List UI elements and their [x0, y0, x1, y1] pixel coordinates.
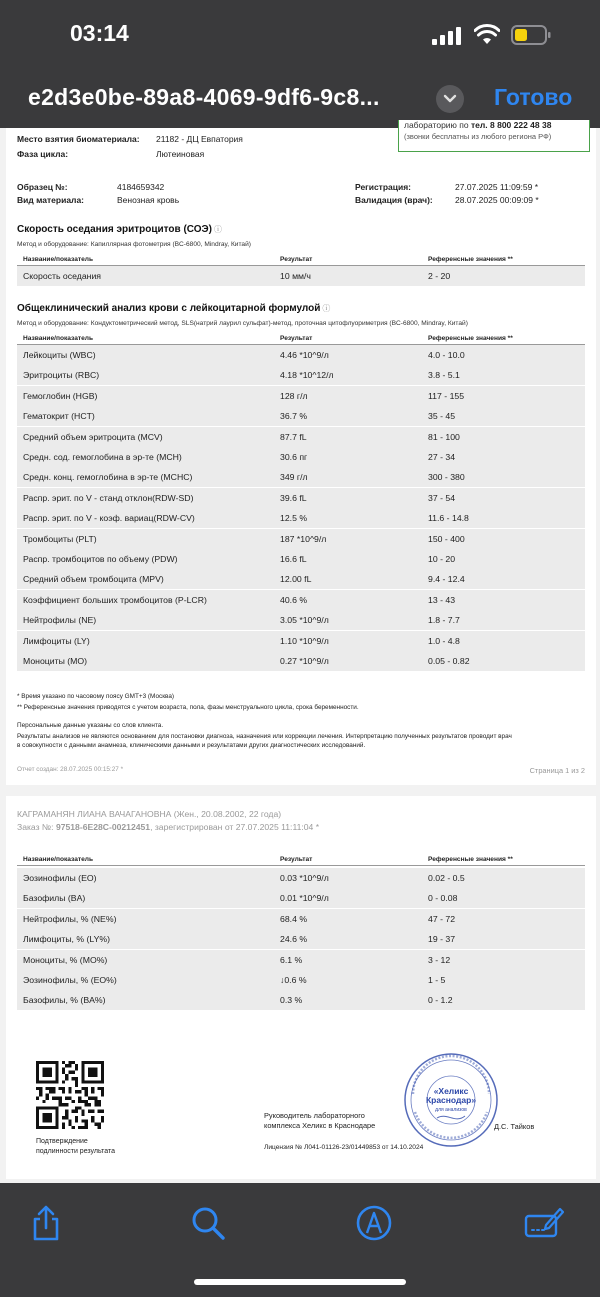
signer-role: Руководитель лабораторного комплекса Хеликс в Краснодаре — [264, 1111, 376, 1130]
row-result: 128 г/л — [280, 390, 308, 401]
row-name: Базофилы (BA) — [23, 893, 86, 904]
row-result: 30.6 пг — [280, 452, 308, 462]
order-number: 97518-6E28C-00212451 — [55, 822, 151, 832]
row-reference: 0.05 - 0.82 — [428, 656, 470, 666]
wifi-icon — [474, 24, 500, 46]
row-name: Распр. тромбоцитов по объему (PDW) — [23, 554, 178, 564]
row-result: 12.00 fL — [280, 574, 312, 585]
stamp-icon — [403, 1052, 499, 1148]
hotline-text: лабораторию по тел. 8 800 222 48 38 — [404, 120, 552, 130]
table-row — [17, 467, 585, 487]
table-row — [17, 427, 585, 447]
page2-table-header: Название/показатель Результат Референсные значения ** — [17, 855, 585, 866]
row-name: Гематокрит (HCT) — [23, 411, 95, 422]
row-result: ↓0.6 % — [280, 975, 307, 985]
row-reference: 1.8 - 7.7 — [428, 615, 460, 626]
table-row — [17, 365, 585, 385]
row-reference: 35 - 45 — [428, 411, 456, 422]
esr-method: Метод и оборудование: Капиллярная фотометрия (BC-6800, Mindray, Китай) — [17, 241, 251, 248]
row-result: 36.7 % — [280, 411, 308, 422]
cbc-section-title: Общеклинический анализ крови с лейкоцитарной формулой ⓘ — [17, 303, 331, 314]
cbc-table-header: Название/показатель Результат Референсные значения ** — [17, 334, 585, 345]
footnote-timezone: * Время указано по часовому поясу GMT+3 (Москва) — [17, 693, 175, 700]
row-name: Средний объем эритроцита (MCV) — [23, 431, 163, 442]
row-result: 4.18 *10^12/л — [280, 370, 334, 381]
col-ref-header: Референсные значения ** — [428, 256, 513, 263]
table-row — [17, 447, 585, 467]
row-name: Лейкоциты (WBC) — [23, 350, 96, 360]
footnote-disclaimer-1: Результаты анализов не являются основанием для постановки диагноза, назначения или коррекции лечения. Интерпретацию полученных результатов проводит врач — [17, 733, 512, 740]
row-result: 39.6 fL — [280, 492, 307, 503]
table-row — [17, 970, 585, 990]
row-reference: 117 - 155 — [428, 390, 465, 401]
row-result: 349 г/л — [280, 472, 308, 483]
row-result: 12.5 % — [280, 513, 308, 524]
row-result: 0.03 *10^9/л — [280, 873, 329, 883]
esr-section-title: Скорость оседания эритроцитов (СОЭ) ⓘ — [17, 224, 222, 235]
row-reference: 37 - 54 — [428, 492, 456, 503]
row-reference: 1 - 5 — [428, 975, 446, 985]
row-name: Коэффициент больших тромбоцитов (P-LCR) — [23, 594, 207, 605]
col-result-header: Результат — [280, 256, 313, 263]
sample-label: Образец №: — [17, 182, 68, 192]
hotline-note: (звонки бесплатны из любого региона РФ) — [404, 132, 552, 141]
cbc-method: Метод и оборудование: Кондуктометрический метод, SLS(натрий лаурил сульфат)-метод, проточная цитофлуориметрия (BC-6800, Mindray, Китай) — [17, 320, 468, 327]
row-name: Распр. эрит. по V - станд отклон(RDW-SD) — [23, 492, 194, 503]
row-name: Нейтрофилы (NE) — [23, 615, 97, 626]
row-reference: 1.0 - 4.8 — [428, 635, 460, 646]
table-row — [17, 590, 585, 610]
svg-text:«Хеликс: «Хеликс — [433, 1086, 469, 1096]
table-row — [17, 888, 585, 908]
row-result: 16.6 fL — [280, 554, 307, 564]
row-reference: 9.4 - 12.4 — [428, 574, 465, 585]
registration-label: Регистрация: — [355, 182, 412, 192]
status-time: 03:14 — [70, 20, 129, 46]
footnote-disclaimer-2: в совокупности с данными анамнеза, клиническими данными и результатами других диагностических исследований. — [17, 742, 366, 749]
row-name: Тромбоциты (PLT) — [23, 533, 97, 544]
row-name: Нейтрофилы, % (NE%) — [23, 913, 117, 924]
row-name: Лимфоциты (LY) — [23, 635, 90, 646]
row-result: 68.4 % — [280, 913, 308, 924]
table-row — [17, 488, 585, 508]
row-reference: 27 - 34 — [428, 452, 456, 462]
document-page-2 — [6, 796, 596, 1179]
row-reference: 3.8 - 5.1 — [428, 370, 460, 381]
row-name: Средний объем тромбоцита (MPV) — [23, 574, 164, 585]
registration-value: 27.07.2025 11:09:59 * — [455, 182, 539, 192]
site-value: 21182 - ДЦ Евпатория — [156, 134, 243, 144]
row-result: 3.05 *10^9/л — [280, 615, 329, 626]
hotline-box — [398, 120, 590, 152]
col-name-header: Название/показатель — [23, 256, 94, 263]
row-result: 24.6 % — [280, 934, 308, 945]
row-reference: 10 - 20 — [428, 554, 456, 564]
row-name: Базофилы, % (BA%) — [23, 995, 106, 1006]
row-reference: 300 - 380 — [428, 472, 465, 483]
row-reference: 3 - 12 — [428, 954, 451, 965]
table-row — [17, 929, 585, 949]
svg-text:Краснодар»: Краснодар» — [425, 1095, 477, 1105]
signature-icon[interactable] — [524, 1203, 564, 1243]
page-number: Страница 1 из 2 — [529, 766, 585, 775]
search-icon[interactable] — [188, 1203, 228, 1243]
table-row — [17, 508, 585, 528]
table-row — [17, 529, 585, 549]
table-row — [17, 950, 585, 970]
validation-value: 28.07.2025 00:09:09 * — [455, 195, 539, 205]
validation-label: Валидация (врач): — [355, 195, 433, 205]
order-info: Заказ №: 97518-6E28C-00212451, зарегистрирован от 27.07.2025 11:11:04 * — [17, 822, 320, 832]
esr-table-header — [17, 255, 585, 266]
row-reference: 150 - 400 — [428, 533, 465, 544]
table-row — [17, 631, 585, 651]
row-reference: 4.0 - 10.0 — [428, 350, 465, 360]
row-result: 87.7 fL — [280, 431, 307, 442]
row-name: Эозинофилы, % (EO%) — [23, 975, 117, 985]
row-reference: 13 - 43 — [428, 594, 456, 605]
row-name: Эозинофилы (EO) — [23, 873, 97, 883]
row-name: Распр. эрит. по V - коэф. вариац(RDW-CV) — [23, 513, 195, 524]
table-row — [17, 549, 585, 569]
home-indicator — [194, 1279, 406, 1285]
qr-code-icon[interactable] — [36, 1061, 104, 1129]
row-result: 1.10 *10^9/л — [280, 635, 329, 646]
phase-label: Фаза цикла: — [17, 149, 69, 159]
done-button[interactable]: Готово — [494, 84, 573, 110]
row-name: Гемоглобин (HGB) — [23, 390, 98, 401]
sample-value: 4184659342 — [117, 182, 165, 192]
row-result: 4.46 *10^9/л — [280, 350, 329, 360]
row-name: Эритроциты (RBC) — [23, 370, 100, 381]
row-name: Лимфоциты, % (LY%) — [23, 934, 111, 945]
row-reference: 11.6 - 14.8 — [428, 513, 469, 524]
document-title: e2d3e0be-89a8-4069-9df6-9c8... — [28, 84, 380, 110]
info-icon: ⓘ — [322, 304, 331, 313]
markup-icon[interactable] — [354, 1203, 394, 1243]
table-row — [17, 990, 585, 1010]
footnote-reference: ** Референсные значения приводятся с учетом возраста, пола, фазы менструального цикла, срока беременности. — [17, 704, 359, 711]
table-row — [17, 406, 585, 426]
title-menu-button[interactable] — [436, 85, 464, 113]
site-label: Место взятия биоматериала: — [17, 134, 140, 144]
table-row — [17, 345, 585, 365]
row-reference: 19 - 37 — [428, 934, 456, 945]
row-name: Средн. конц. гемоглобина в эр-те (MCHC) — [23, 472, 193, 483]
row-name: Средн. сод. гемоглобина в эр-те (MCH) — [23, 452, 182, 462]
battery-icon — [511, 24, 551, 46]
table-row: Скорость оседания 10 мм/ч 2 - 20 — [17, 266, 585, 286]
row-reference: 0 - 1.2 — [428, 995, 453, 1006]
license-text: Лицензия № Л041-01126-23/01449853 от 14.10.2024 — [264, 1144, 424, 1151]
signer-name: Д.С. Тайков — [494, 1122, 535, 1131]
svg-text:для анализов: для анализов — [435, 1107, 467, 1113]
document-page-1 — [6, 120, 596, 785]
table-row — [17, 569, 585, 589]
row-reference: 81 - 100 — [428, 431, 460, 442]
row-reference: 0.02 - 0.5 — [428, 873, 465, 883]
material-value: Венозная кровь — [117, 195, 180, 205]
row-result: 40.6 % — [280, 594, 308, 605]
table-row — [17, 651, 585, 671]
material-label: Вид материала: — [17, 195, 85, 205]
row-result: 6.1 % — [280, 954, 303, 965]
hotline-phone: тел. 8 800 222 48 38 — [470, 120, 552, 130]
footnote-personal-data: Персональные данные указаны со слов клиента. — [17, 722, 164, 729]
row-result: 0.01 *10^9/л — [280, 893, 329, 904]
status-bar — [0, 0, 600, 70]
patient-name: КАГРАМАНЯН ЛИАНА ВАЧАГАНОВНА (Жен., 20.08.2002, 22 года) — [17, 809, 282, 819]
share-icon[interactable] — [26, 1203, 66, 1243]
phase-value: Лютеиновая — [156, 149, 205, 159]
qr-caption: Подтверждение подлинности результата — [36, 1138, 115, 1155]
bottom-toolbar — [0, 1183, 600, 1297]
table-row — [17, 386, 585, 406]
row-result: 0.3 % — [280, 995, 303, 1006]
row-result: 187 *10^9/л — [280, 533, 327, 544]
row-reference: 47 - 72 — [428, 913, 456, 924]
table-row — [17, 909, 585, 929]
row-reference: 0 - 0.08 — [428, 893, 458, 904]
row-result: 0.27 *10^9/л — [280, 656, 329, 666]
table-row — [17, 868, 585, 888]
info-icon: ⓘ — [214, 225, 222, 234]
row-name: Моноциты, % (MO%) — [23, 954, 108, 965]
signal-icon — [432, 27, 464, 45]
row-name: Моноциты (MO) — [23, 656, 88, 666]
chevron-down-icon — [443, 93, 457, 105]
table-row — [17, 610, 585, 630]
report-created: Отчет создан: 28.07.2025 00:15:27 * — [17, 766, 124, 773]
